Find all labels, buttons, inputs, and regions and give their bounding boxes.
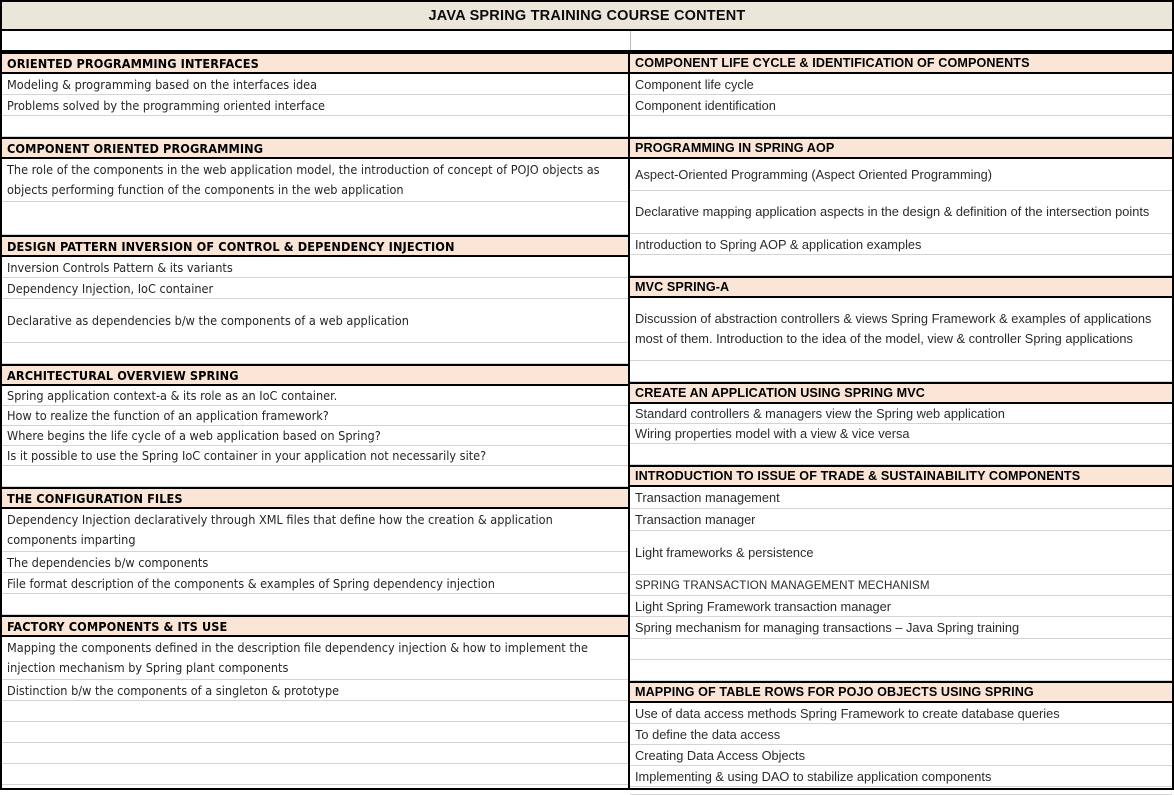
content-row-text: Mapping the components defined in the description file dependency injection & how to implement the injection mechanism by Spring plant components — [7, 640, 588, 675]
content-row-text: Aspect-Oriented Programming (Aspect Oriented Programming) — [635, 166, 993, 182]
section-header — [630, 465, 1172, 487]
content-row — [630, 298, 1172, 361]
content-row — [2, 159, 628, 202]
content-row-text: Transaction manager — [635, 512, 756, 527]
section-header — [630, 137, 1172, 159]
document-title: JAVA SPRING TRAINING COURSE CONTENT — [428, 7, 746, 24]
content-row — [2, 74, 628, 95]
content-row — [630, 724, 1172, 745]
empty-row — [2, 722, 628, 743]
content-row — [2, 406, 628, 426]
content-row — [2, 637, 628, 680]
content-row-text: Dependency Injection, IoC container — [7, 280, 214, 296]
section-header — [2, 137, 628, 159]
document-title-row — [2, 2, 1172, 31]
content-row — [630, 95, 1172, 116]
empty-row — [2, 743, 628, 764]
content-row-text: Implementing & using DAO to stabilize application components — [635, 768, 992, 784]
section-header — [2, 52, 628, 74]
empty-row — [630, 444, 1172, 465]
content-row — [630, 234, 1172, 255]
section-header — [2, 364, 628, 386]
empty-row — [2, 343, 628, 364]
left-column — [2, 52, 630, 788]
column-divider — [630, 31, 631, 50]
section-header-label: COMPONENT LIFE CYCLE & IDENTIFICATION OF COMPONENTS — [635, 56, 1030, 70]
right-column — [630, 52, 1172, 788]
content-row — [630, 159, 1172, 191]
section-header — [2, 235, 628, 257]
content-row-text: Spring application context-a & its role as an IoC container. — [7, 388, 338, 403]
content-row — [630, 766, 1172, 787]
content-row-text: Distinction b/w the components of a singleton & prototype — [7, 682, 340, 698]
empty-row — [630, 639, 1172, 660]
section-header — [2, 615, 628, 637]
content-row — [2, 509, 628, 552]
content-row — [2, 573, 628, 594]
filler-row — [630, 787, 1172, 795]
content-row-text: How to realize the function of an application framework? — [7, 408, 329, 423]
section-header-label: MVC SPRING-A — [635, 280, 730, 294]
content-row-text: SPRING TRANSACTION MANAGEMENT MECHANISM — [635, 578, 930, 592]
content-row — [2, 552, 628, 573]
empty-row — [2, 701, 628, 722]
content-row-text: Creating Data Access Objects — [635, 747, 805, 763]
section-header-label: FACTORY COMPONENTS & ITS USE — [7, 618, 228, 634]
content-row-text: Light Spring Framework transaction manager — [635, 598, 892, 614]
section-header-label: COMPONENT ORIENTED PROGRAMMING — [7, 140, 264, 156]
section-header-label: MAPPING OF TABLE ROWS FOR POJO OBJECTS USING SPRING — [635, 685, 1034, 699]
content-row-text: Component life cycle — [635, 76, 754, 92]
content-row-text: The role of the components in the web application model, the introduction of concept of POJO objects as objects performing function of the components in the web application — [7, 162, 600, 197]
section-header — [630, 276, 1172, 298]
empty-row — [2, 116, 628, 137]
content-row — [2, 257, 628, 278]
content-row — [2, 426, 628, 446]
section-header-label: ORIENTED PROGRAMMING INTERFACES — [7, 55, 259, 71]
content-row — [630, 617, 1172, 639]
content-row — [630, 575, 1172, 596]
content-row — [630, 531, 1172, 575]
content-row-text: The dependencies b/w components — [7, 554, 209, 570]
content-row — [630, 703, 1172, 724]
content-row-text: Problems solved by the programming oriented interface — [7, 97, 326, 113]
content-row-text: Is it possible to use the Spring IoC container in your application not necessarily site? — [7, 448, 487, 463]
empty-row — [2, 202, 628, 235]
content-row — [630, 596, 1172, 617]
content-row-text: Spring mechanism for managing transactions – Java Spring training — [635, 620, 1020, 635]
content-row — [2, 446, 628, 466]
section-header — [630, 681, 1172, 703]
content-row — [630, 487, 1172, 509]
empty-row — [630, 116, 1172, 137]
content-row — [630, 404, 1172, 424]
empty-row — [630, 361, 1172, 382]
content-row-text: Introduction to Spring AOP & application examples — [635, 236, 922, 252]
content-row — [630, 745, 1172, 766]
content-row-text: Wiring properties model with a view & vice versa — [635, 426, 910, 441]
content-row-text: Dependency Injection declaratively through XML files that define how the creation & application components imparting — [7, 512, 553, 547]
empty-row — [2, 466, 628, 487]
content-row-text: Transaction management — [635, 490, 780, 505]
content-row-text: Declarative as dependencies b/w the components of a web application — [7, 312, 409, 328]
content-row — [630, 509, 1172, 531]
content-row — [630, 74, 1172, 95]
spacer-row — [2, 31, 1172, 52]
content-row-text: Declarative mapping application aspects in the design & definition of the intersection points — [635, 204, 1150, 220]
content-columns — [2, 52, 1172, 788]
section-header — [630, 382, 1172, 404]
section-header-label: CREATE AN APPLICATION USING SPRING MVC — [635, 386, 925, 400]
content-row-text: File format description of the components & examples of Spring dependency injection — [7, 575, 495, 591]
content-row — [2, 95, 628, 116]
section-header-label: ARCHITECTURAL OVERVIEW SPRING — [7, 367, 239, 383]
section-header-label: THE CONFIGURATION FILES — [7, 490, 183, 506]
content-row-text: Discussion of abstraction controllers & views Spring Framework & examples of applications most of them. Introduction to the idea of the model, view & controller Spring applications — [635, 311, 1152, 346]
empty-row — [630, 660, 1172, 681]
content-row — [630, 424, 1172, 444]
section-header-label: PROGRAMMING IN SPRING AOP — [635, 141, 835, 155]
content-row — [2, 680, 628, 701]
section-header — [630, 52, 1172, 74]
empty-row — [2, 594, 628, 615]
content-row-text: Modeling & programming based on the interfaces idea — [7, 76, 318, 92]
empty-row — [630, 255, 1172, 276]
content-row-text: To define the data access — [635, 726, 781, 742]
content-row-text: Component identification — [635, 97, 776, 113]
section-header-label: DESIGN PATTERN INVERSION OF CONTROL & DEPENDENCY INJECTION — [7, 238, 455, 254]
content-row-text: Inversion Controls Pattern & its variants — [7, 259, 233, 275]
empty-row — [2, 764, 628, 785]
section-header-label: INTRODUCTION TO ISSUE OF TRADE & SUSTAINABILITY COMPONENTS — [635, 469, 1081, 483]
content-row — [630, 191, 1172, 234]
content-row — [2, 278, 628, 299]
content-row — [2, 299, 628, 343]
content-row — [2, 386, 628, 406]
content-row-text: Where begins the life cycle of a web application based on Spring? — [7, 428, 381, 443]
content-row-text: Light frameworks & persistence — [635, 544, 814, 560]
content-row-text: Standard controllers & managers view the Spring web application — [635, 406, 1005, 421]
section-header — [2, 487, 628, 509]
content-row-text: Use of data access methods Spring Framework to create database queries — [635, 705, 1060, 721]
